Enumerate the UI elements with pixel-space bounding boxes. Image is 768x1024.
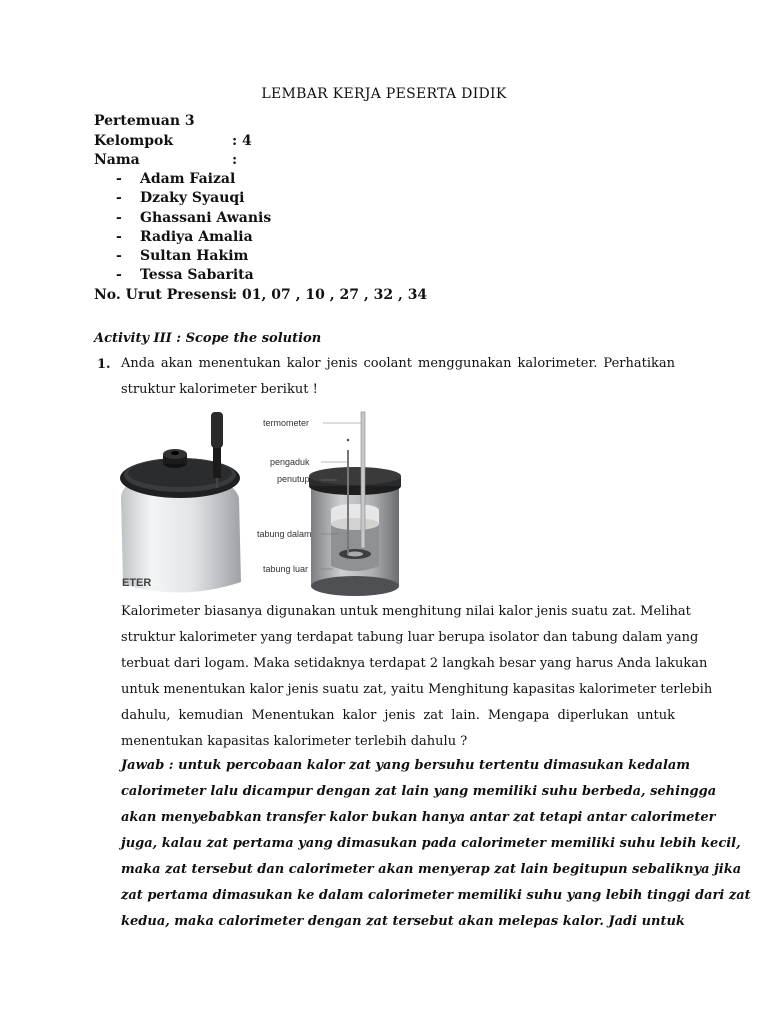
presensi-value: : 01, 07 , 10 , 27 , 32 , 34 xyxy=(232,287,428,303)
calorimeter-figure xyxy=(117,406,407,602)
kelompok-value: : 4 xyxy=(232,133,252,149)
paragraph-line: dahulu, kemudian Menentukan kalor jenis zat lain. Mengapa diperlukan untuk xyxy=(121,708,675,723)
member-bullet: - xyxy=(116,171,122,187)
activity-heading: Activity III : Scope the solution xyxy=(94,331,322,346)
member-name: Sultan Hakim xyxy=(140,248,249,264)
calorimeter-diagram xyxy=(257,412,401,596)
member-name: Adam Faizal xyxy=(140,171,236,187)
answer-line: kedua, maka calorimeter dengan zat tersebut akan melepas kalor. Jadi untuk xyxy=(121,914,685,929)
member-bullet: - xyxy=(116,229,122,245)
paragraph-line: untuk menentukan kalor jenis suatu zat, yaitu Menghitung kapasitas kalorimeter terlebih xyxy=(121,682,713,697)
answer-line: akan menyebabkan transfer kalor bukan hanya antar zat tetapi antar calorimeter xyxy=(121,810,716,825)
calorimeter-photo xyxy=(120,412,241,593)
nama-label: Nama xyxy=(94,152,140,168)
member-name: Ghassani Awanis xyxy=(140,210,272,226)
photo-caption: ETER xyxy=(122,577,152,589)
label-termometer: termometer xyxy=(263,418,310,428)
kelompok-label: Kelompok xyxy=(94,133,174,149)
answer-paragraph xyxy=(121,753,751,935)
member-name: Dzaky Syauqi xyxy=(140,190,245,206)
paragraph-line: struktur kalorimeter yang terdapat tabung luar berupa isolator dan tabung dalam yang xyxy=(121,630,699,645)
paragraph-line: menentukan kapasitas kalorimeter terlebih dahulu ? xyxy=(121,734,468,749)
paragraph-line: Kalorimeter biasanya digunakan untuk menghitung nilai kalor jenis suatu zat. Melihat xyxy=(121,604,691,619)
question-number: 1. xyxy=(97,357,111,372)
member-bullet: - xyxy=(116,248,122,264)
nama-value: : xyxy=(232,152,238,168)
member-bullet: - xyxy=(116,267,122,283)
explanation-paragraph xyxy=(121,599,713,755)
member-bullet: - xyxy=(116,210,122,226)
label-tabung-luar: tabung luar xyxy=(263,564,309,574)
answer-line: juga, kalau zat pertama yang dimasukan pada calorimeter memiliki suhu lebih kecil, xyxy=(121,836,741,851)
answer-line: maka zat tersebut dan calorimeter akan menyerap zat lain begitupun sebaliknya jika xyxy=(121,862,742,877)
label-pengaduk: pengaduk xyxy=(270,457,310,467)
answer-line: calorimeter lalu dicampur dengan zat lain yang memiliki suhu berbeda, sehingga xyxy=(121,784,717,799)
question-text xyxy=(121,351,675,403)
paragraph-line: terbuat dari logam. Maka setidaknya terdapat 2 langkah besar yang harus Anda lakukan xyxy=(121,656,708,671)
answer-line: zat pertama dimasukan ke dalam calorimeter memiliki suhu yang lebih tinggi dari zat xyxy=(121,888,751,903)
presensi-label: No. Urut Presensi xyxy=(94,287,234,303)
member-name: Tessa Sabarita xyxy=(140,267,254,283)
page-title: LEMBAR KERJA PESERTA DIDIK xyxy=(261,86,507,102)
pertemuan-label: Pertemuan 3 xyxy=(94,113,195,129)
label-tabung-dalam: tabung dalam xyxy=(257,529,312,539)
answer-line: Jawab : untuk percobaan kalor zat yang bersuhu tertentu dimasukan kedalam xyxy=(121,758,691,773)
question-line: struktur kalorimeter berikut ! xyxy=(121,382,318,397)
label-penutup: penutup xyxy=(277,474,310,484)
member-bullet: - xyxy=(116,190,122,206)
member-name: Radiya Amalia xyxy=(140,229,253,245)
question-line: Anda akan menentukan kalor jenis coolant menggunakan kalorimeter. Perhatikan xyxy=(121,356,675,371)
